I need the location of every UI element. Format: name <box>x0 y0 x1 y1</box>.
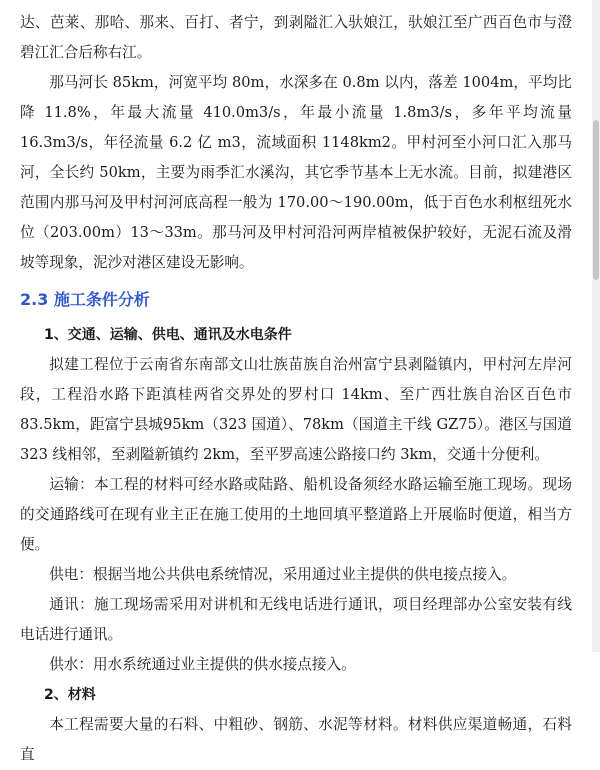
section-heading-construction-conditions: 2.3 施工条件分析 <box>20 290 150 309</box>
paragraph-materials: 本工程需要大量的石料、中粗砂、钢筋、水泥等材料。材料供应渠道畅通，石料直 <box>20 716 572 763</box>
paragraph-communication: 通讯：施工现场需采用对讲机和无线电话进行通讯，项目经理部办公室安装有线电话进行通讯。 <box>20 596 572 643</box>
vertical-scrollbar[interactable] <box>592 0 600 652</box>
subsection-heading-transport: 1、交通、运输、供电、通讯及水电条件 <box>44 327 292 343</box>
subsection-heading-materials: 2、材料 <box>44 687 96 703</box>
paragraph-project-location: 拟建工程位于云南省东南部文山壮族苗族自治州富宁县剥隘镇内，甲村河左岸河段，工程沿水路下距滇桂两省交界处的罗村口 14km、至广西壮族自治区百色市 83.5km，距富宁县城95km（323 国道）、78km（国道主干线 GZ75）。港区与国道 323 线相邻，至剥隘新镇约 2km，至平罗高速公路接口约 3km，交通十分便利。 <box>20 356 572 463</box>
paragraph-river-confluence: 达、芭莱、那哈、那来、百打、者宁，到剥隘汇入驮娘江，驮娘江至广西百色市与澄碧江汇合后称右江。 <box>20 14 572 61</box>
paragraph-water-supply: 供水：用水系统通过业主提供的供水接点接入。 <box>49 656 356 673</box>
paragraph-transport: 运输：本工程的材料可经水路或陆路、船机设备须经水路运输至施工现场。现场的交通路线可在现有业主正在施工使用的土地回填平整道路上开展临时便道，相当方便。 <box>20 476 572 553</box>
paragraph-power-supply: 供电：根据当地公共供电系统情况，采用通过业主提供的供电接点接入。 <box>49 566 517 583</box>
paragraph-nama-river: 那马河长 85km，河宽平均 80m，水深多在 0.8m 以内，落差 1004m，平均比降 11.8%，年最大流量 410.0m3/s，年最小流量 1.8m3/s，多年平均流量 16.3m3/s，年径流量 6.2 亿 m3，流域面积 1148km2。甲村河至小河口汇入那马河，全长约 50km，主要为雨季汇水溪沟，其它季节基本上无水流。目前，拟建港区范围内那马河及甲村河河底高程一般为 170.00～190.00m，低于百色水利枢纽死水位（203.00m）13～33m。那马河及甲村河沿河两岸植被保护较好，无泥石流及滑坡等现象，泥沙对港区建设无影响。 <box>20 74 572 271</box>
scrollbar-thumb[interactable] <box>593 120 599 280</box>
